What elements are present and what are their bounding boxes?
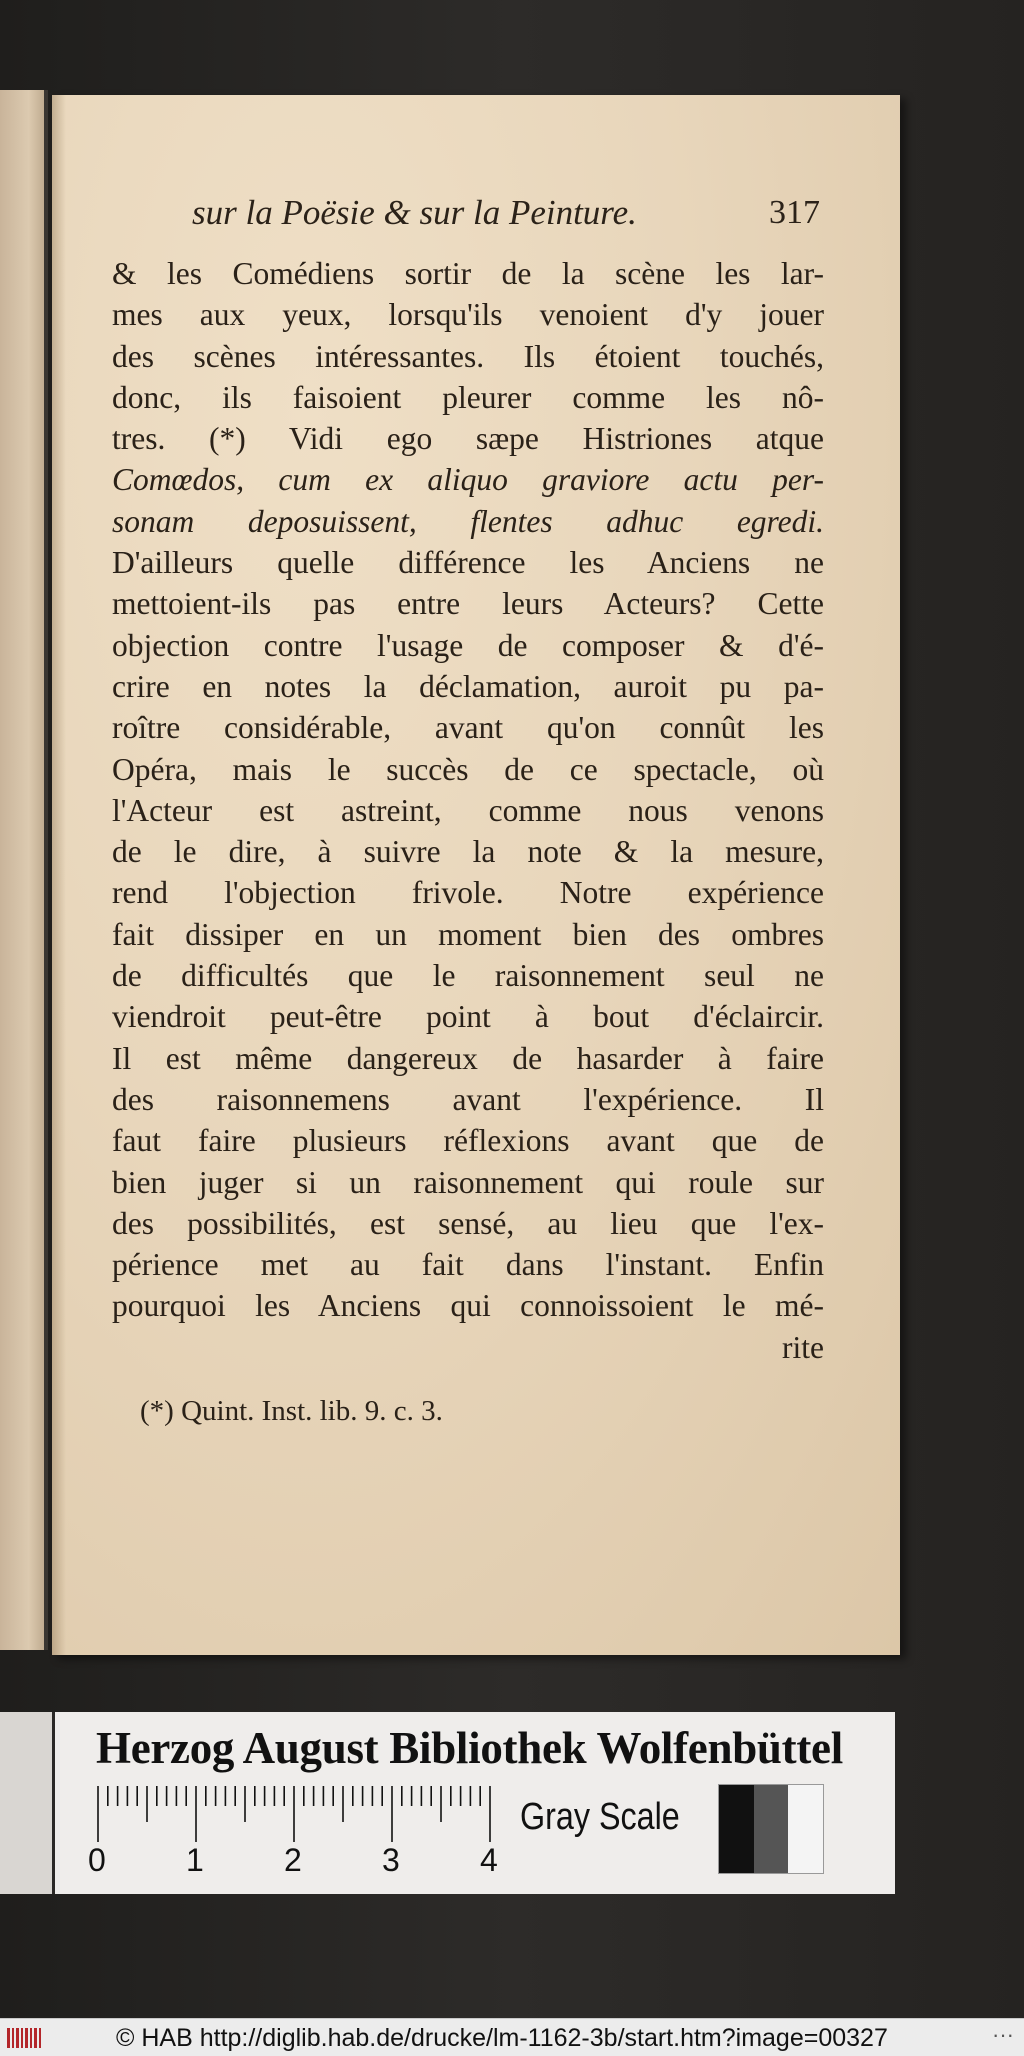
color-calibration-card bbox=[0, 1712, 895, 1894]
ruler-label: 2 bbox=[284, 1842, 302, 1878]
text-line: bien juger si un raisonnement qui roule sur bbox=[112, 1164, 824, 1200]
gray-scale-swatches bbox=[718, 1784, 824, 1874]
gray-scale-label: Gray Scale bbox=[520, 1796, 680, 1838]
text-line: des scènes intéressantes. Ils étoient touchés, bbox=[112, 338, 824, 374]
source-url-text: © HAB http://diglib.hab.de/drucke/lm-1162-3b/start.htm?image=00327 bbox=[116, 2024, 888, 2052]
text-line: faut faire plusieurs réflexions avant que de bbox=[112, 1123, 824, 1159]
text-line: & les Comédiens sortir de la scène les lar- bbox=[112, 256, 824, 291]
text-line: Il est même dangereux de hasarder à faire bbox=[112, 1040, 824, 1076]
library-name: Herzog August Bibliothek Wolfenbüttel bbox=[96, 1723, 843, 1773]
text-line-latin-quote: sonam deposuissent, flentes adhuc egredi. bbox=[112, 503, 824, 539]
text-line: périence met au fait dans l'instant. Enfin bbox=[112, 1247, 824, 1283]
ruler-labels bbox=[88, 1842, 508, 1882]
text-line: rend l'objection frivole. Notre expérience bbox=[112, 875, 824, 911]
text-line: l'Acteur est astreint, comme nous venons bbox=[112, 792, 824, 828]
text-line: roître considérable, avant qu'on connût les bbox=[112, 710, 824, 746]
ruler-label: 3 bbox=[382, 1842, 400, 1878]
gray-swatch-dark bbox=[719, 1785, 754, 1873]
body-text bbox=[112, 253, 824, 1368]
text-line: mes aux yeux, lorsqu'ils venoient d'y jouer bbox=[112, 297, 824, 333]
ruler-label: 4 bbox=[480, 1842, 498, 1878]
text-line: fait dissiper en un moment bien des ombres bbox=[112, 916, 824, 952]
ruler-label: 0 bbox=[88, 1842, 106, 1878]
text-line: des raisonnemens avant l'expérience. Il bbox=[112, 1081, 824, 1117]
adjacent-page-edge bbox=[0, 90, 48, 1650]
hab-logo-icon bbox=[6, 2026, 46, 2050]
text-line: D'ailleurs quelle différence les Anciens ne bbox=[112, 545, 824, 581]
catchword: rite bbox=[782, 1329, 824, 1365]
text-line: pourquoi les Anciens qui connoissoient le mé- bbox=[112, 1288, 824, 1324]
text-line-latin-quote: Comœdos, cum ex aliquo graviore actu per- bbox=[112, 462, 824, 498]
text-line: des possibilités, est sensé, au lieu que l'ex- bbox=[112, 1205, 824, 1241]
text-line: viendroit peut-être point à bout d'éclaircir. bbox=[112, 999, 824, 1035]
card-side-strip bbox=[0, 1712, 55, 1894]
book-page bbox=[52, 95, 900, 1655]
text-line: objection contre l'usage de composer & d'é- bbox=[112, 627, 824, 663]
running-head: sur la Poësie & sur la Peinture. bbox=[192, 193, 637, 232]
page-gutter bbox=[44, 90, 48, 1650]
gray-swatch-mid bbox=[754, 1785, 789, 1873]
text-line: donc, ils faisoient pleurer comme les nô- bbox=[112, 379, 824, 415]
text-line: de le dire, à suivre la note & la mesure, bbox=[112, 834, 824, 870]
footnote: (*) Quint. Inst. lib. 9. c. 3. bbox=[140, 1395, 443, 1427]
text-line: mettoient-ils pas entre leurs Acteurs? Cette bbox=[112, 586, 824, 622]
text-line: tres. (*) Vidi ego sæpe Histriones atque bbox=[112, 421, 824, 457]
more-menu-icon[interactable]: ··· bbox=[992, 2022, 1014, 2047]
page-number: 317 bbox=[769, 194, 820, 231]
text-line: de difficultés que le raisonnement seul ne bbox=[112, 958, 824, 994]
text-line: crire en notes la déclamation, auroit pu pa- bbox=[112, 668, 824, 704]
ruler-label: 1 bbox=[186, 1842, 204, 1878]
gray-swatch-light bbox=[788, 1785, 823, 1873]
text-line: Opéra, mais le succès de ce spectacle, où bbox=[112, 751, 824, 787]
status-bar bbox=[0, 2018, 1024, 2056]
